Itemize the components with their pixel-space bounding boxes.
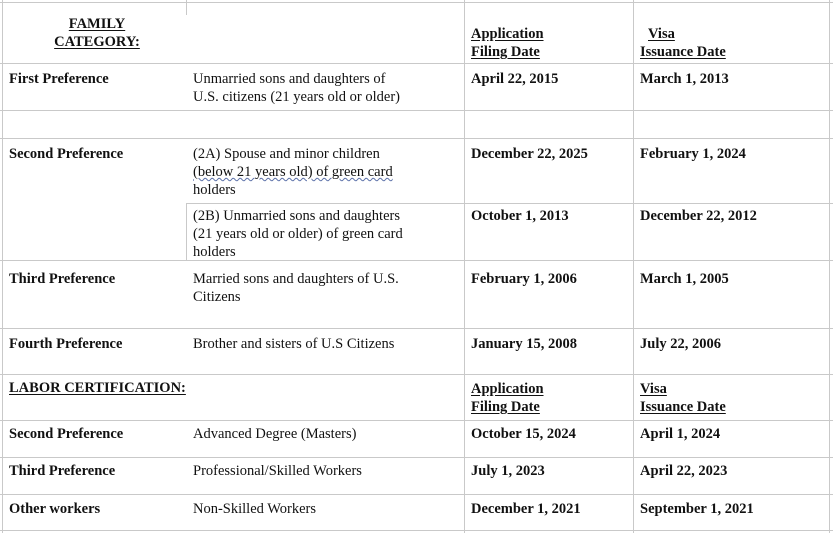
row-line-10 [0, 494, 833, 495]
description-line: Brother and sisters of U.S Citizens [193, 336, 395, 352]
row-line-1 [0, 63, 833, 64]
labor-issuance-date-second-preference: April 1, 2024 [640, 426, 721, 442]
filing-date-first-preference: April 22, 2015 [471, 71, 559, 87]
row-line-3 [0, 138, 833, 139]
visa-issuance-date-header [640, 25, 726, 61]
description-line: (below 21 years old) of green card [193, 164, 393, 180]
issuance-date-first-preference: March 1, 2013 [640, 71, 729, 87]
issuance-date-second-preference-2a: February 1, 2024 [640, 146, 746, 162]
column-divider-2 [464, 0, 465, 533]
filing-date-second-preference-2a: December 22, 2025 [471, 146, 588, 162]
labor-description-third-preference: Professional/Skilled Workers [193, 463, 362, 479]
visa-header-line2: Issuance Date [640, 44, 726, 60]
description-line: Citizens [193, 289, 241, 305]
issuance-date-fourth-preference: July 22, 2006 [640, 336, 721, 352]
table-border-left [2, 0, 3, 533]
family-category-header-line1: FAMILY [68, 16, 126, 32]
application-header-line1: Application [471, 26, 544, 42]
row-line-8 [0, 420, 833, 421]
column-divider-3 [633, 0, 634, 533]
row-line-6 [0, 328, 833, 329]
description-second-preference-2a [193, 145, 461, 199]
description-third-preference [193, 270, 461, 306]
row-line-4 [186, 203, 833, 204]
labor-category-other-workers: Other workers [9, 501, 101, 517]
labor-visa-header-line1: Visa [640, 381, 667, 397]
description-second-preference-2b [193, 207, 461, 261]
labor-category-second-preference: Second Preference [9, 426, 124, 442]
row-line-7 [0, 374, 833, 375]
row-line-top [0, 2, 833, 3]
labor-visa-header-line2: Issuance Date [640, 399, 726, 415]
category-first-preference: First Preference [9, 71, 109, 87]
description-line: holders [193, 244, 236, 260]
description-first-preference [193, 70, 461, 106]
category-second-preference: Second Preference [9, 146, 124, 162]
labor-category-third-preference: Third Preference [9, 463, 116, 479]
labor-description-other-workers: Non-Skilled Workers [193, 501, 317, 517]
labor-application-filing-date-header [471, 380, 544, 416]
labor-visa-issuance-date-header [640, 380, 726, 416]
description-line: (21 years old or older) of green card [193, 226, 403, 242]
row-line-bottom [0, 530, 833, 531]
labor-application-header-line2: Filing Date [471, 399, 540, 415]
application-filing-date-header [471, 25, 544, 61]
description-fourth-preference [193, 335, 461, 353]
description-line: Unmarried sons and daughters of [193, 71, 386, 87]
issuance-date-second-preference-2b: December 22, 2012 [640, 208, 757, 224]
issuance-date-third-preference: March 1, 2005 [640, 271, 729, 287]
row-line-2 [0, 110, 833, 111]
labor-certification-header: LABOR CERTIFICATION: [9, 380, 186, 396]
table-border-right [829, 0, 830, 533]
filing-date-third-preference: February 1, 2006 [471, 271, 577, 287]
filing-date-second-preference-2b: October 1, 2013 [471, 208, 569, 224]
labor-filing-date-third-preference: July 1, 2023 [471, 463, 545, 479]
category-fourth-preference: Fourth Preference [9, 336, 123, 352]
labor-filing-date-other-workers: December 1, 2021 [471, 501, 581, 517]
description-line: (2A) Spouse and minor children [193, 146, 380, 162]
application-header-line2: Filing Date [471, 44, 540, 60]
visa-header-line1: Visa [648, 26, 675, 42]
row-line-9 [0, 457, 833, 458]
column-divider-1-2b [186, 203, 187, 260]
description-line: (2B) Unmarried sons and daughters [193, 208, 400, 224]
filing-date-fourth-preference: January 15, 2008 [471, 336, 577, 352]
category-third-preference: Third Preference [9, 271, 116, 287]
labor-application-header-line1: Application [471, 381, 544, 397]
family-category-header-line2: CATEGORY: [54, 34, 140, 50]
labor-filing-date-second-preference: October 15, 2024 [471, 426, 576, 442]
labor-issuance-date-third-preference: April 22, 2023 [640, 463, 728, 479]
family-category-header [22, 15, 172, 51]
labor-description-second-preference: Advanced Degree (Masters) [193, 426, 357, 442]
description-line: Married sons and daughters of U.S. [193, 271, 399, 287]
labor-issuance-date-other-workers: September 1, 2021 [640, 501, 754, 517]
description-line: U.S. citizens (21 years old or older) [193, 89, 400, 105]
description-line: holders [193, 182, 236, 198]
